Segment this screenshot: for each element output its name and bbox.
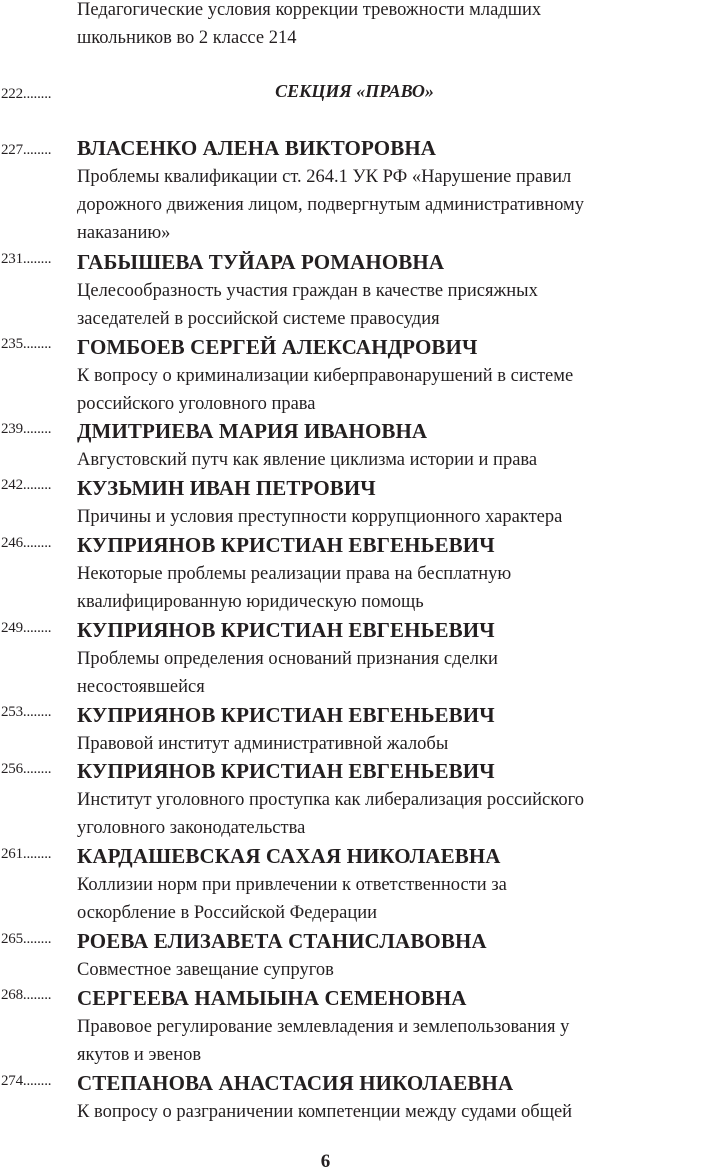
- entry-title-line: квалифицированную юридическую помощь: [77, 592, 424, 612]
- entry-title-line: Причины и условия преступности коррупционного характера: [77, 507, 563, 527]
- entry-title-line: уголовного законодательства: [77, 818, 306, 838]
- entry-page-ref: 253........: [1, 704, 52, 720]
- entry-title-line: Августовский путч как явление циклизма истории и права: [77, 450, 538, 470]
- entry-page-ref: 274........: [1, 1073, 52, 1089]
- toc-entry-title-line: Педагогические условия коррекции тревожности младших: [77, 0, 542, 20]
- entry-page-ref: 235........: [1, 336, 52, 352]
- entry-page-ref: 242........: [1, 477, 52, 493]
- entry-page-ref: 249........: [1, 620, 52, 636]
- entry-title-line: Целесообразность участия граждан в качестве присяжных: [77, 281, 538, 301]
- entry-title-line: несостоявшейся: [77, 677, 205, 697]
- entry-author: ГАБЫШЕВА ТУЙАРА РОМАНОВНА: [77, 250, 445, 274]
- entry-author: СТЕПАНОВА АНАСТАСИЯ НИКОЛАЕВНА: [77, 1071, 514, 1095]
- entry-title-line: К вопросу о криминализации киберправонарушений в системе: [77, 366, 574, 386]
- section-title: СЕКЦИЯ «ПРАВО»: [275, 81, 434, 101]
- entry-author: ГОМБОЕВ СЕРГЕЙ АЛЕКСАНДРОВИЧ: [77, 335, 478, 359]
- entry-title-line: российского уголовного права: [77, 394, 316, 414]
- entry-author: КУПРИЯНОВ КРИСТИАН ЕВГЕНЬЕВИЧ: [77, 703, 495, 727]
- entry-author: КУПРИЯНОВ КРИСТИАН ЕВГЕНЬЕВИЧ: [77, 618, 495, 642]
- entry-title-line: дорожного движения лицом, подвергнутым административному: [77, 195, 584, 215]
- entry-title-line: Проблемы определения оснований признания сделки: [77, 649, 498, 669]
- entry-author: КУПРИЯНОВ КРИСТИАН ЕВГЕНЬЕВИЧ: [77, 533, 495, 557]
- entry-title-line: Совместное завещание супругов: [77, 960, 334, 980]
- entry-title-line: Некоторые проблемы реализации права на бесплатную: [77, 564, 512, 584]
- entry-title-line: Институт уголовного проступка как либерализация российского: [77, 790, 584, 810]
- entry-title-line: якутов и эвенов: [77, 1045, 202, 1065]
- entry-title-line: Коллизии норм при привлечении к ответственности за: [77, 875, 507, 895]
- section-page-ref: 222........: [1, 86, 52, 102]
- entry-page-ref: 268........: [1, 987, 52, 1003]
- entry-title-line: Правовое регулирование землевладения и землепользования у: [77, 1017, 570, 1037]
- entry-title-line: Правовой институт административной жалобы: [77, 734, 449, 754]
- entry-author: РОЕВА ЕЛИЗАВЕТА СТАНИСЛАВОВНА: [77, 929, 487, 953]
- entry-page-ref: 246........: [1, 535, 52, 551]
- entry-title-line: Проблемы квалификации ст. 264.1 УК РФ «Нарушение правил: [77, 167, 572, 187]
- page-number: 6: [320, 1151, 331, 1172]
- entry-page-ref: 265........: [1, 931, 52, 947]
- entry-page-ref: 256........: [1, 761, 52, 777]
- entry-author: КАРДАШЕВСКАЯ САХАЯ НИКОЛАЕВНА: [77, 844, 501, 868]
- entry-title-line: заседателей в российской системе правосудия: [77, 309, 440, 329]
- toc-entry-title-line: школьников во 2 классе 214: [77, 28, 297, 48]
- entry-page-ref: 227........: [1, 142, 52, 158]
- entry-page-ref: 261........: [1, 846, 52, 862]
- entry-author: КУПРИЯНОВ КРИСТИАН ЕВГЕНЬЕВИЧ: [77, 759, 495, 783]
- entry-author: КУЗЬМИН ИВАН ПЕТРОВИЧ: [77, 476, 376, 500]
- entry-title-line: К вопросу о разграничении компетенции между судами общей: [77, 1102, 573, 1122]
- entry-title-line: наказанию»: [77, 223, 171, 243]
- entry-page-ref: 231........: [1, 251, 52, 267]
- entry-author: ДМИТРИЕВА МАРИЯ ИВАНОВНА: [77, 419, 428, 443]
- entry-title-line: оскорбление в Российской Федерации: [77, 903, 378, 923]
- entry-author: СЕРГЕЕВА НАМЫЫНА СЕМЕНОВНА: [77, 986, 467, 1010]
- entry-page-ref: 239........: [1, 421, 52, 437]
- entry-author: ВЛАСЕНКО АЛЕНА ВИКТОРОВНА: [77, 136, 437, 160]
